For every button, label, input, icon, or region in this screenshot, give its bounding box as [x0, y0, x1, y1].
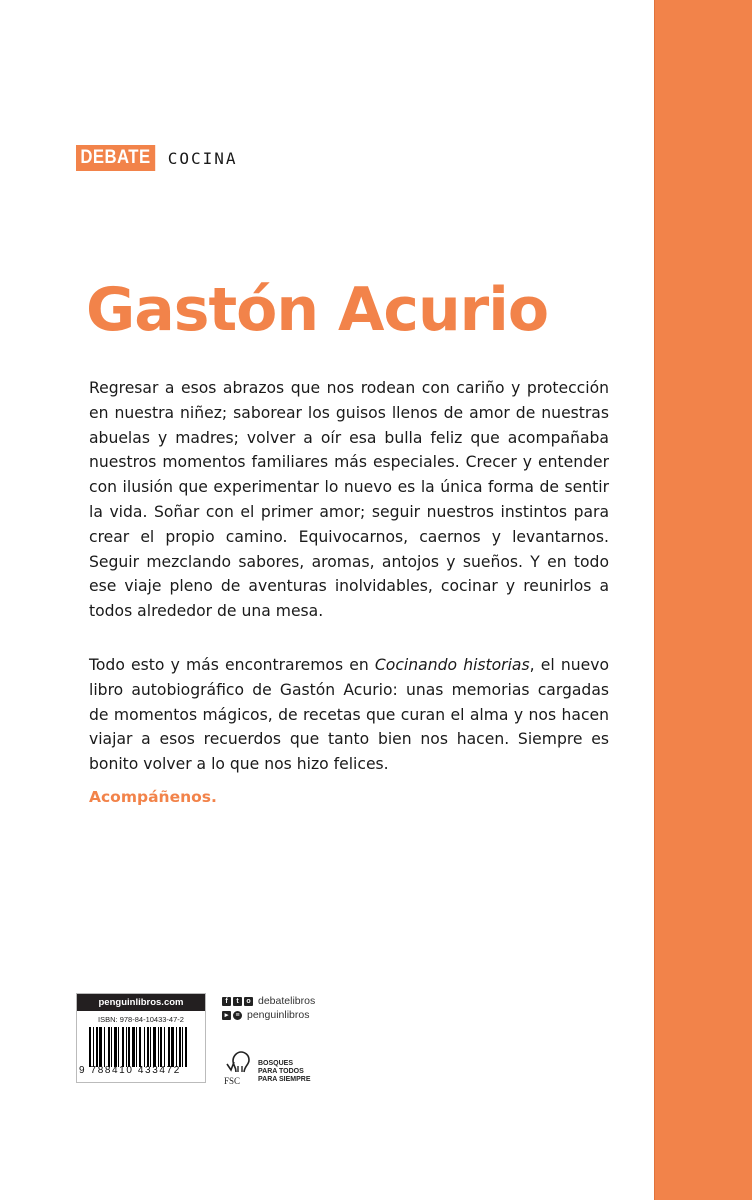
facebook-icon: f	[222, 997, 231, 1006]
fsc-claim-line: PARA TODOS	[258, 1068, 304, 1075]
barcode-bars	[89, 1027, 197, 1067]
book-title: Cocinando historias	[374, 656, 530, 674]
blurb-text: Todo esto y más encontraremos en	[89, 656, 375, 674]
blurb-paragraph-1: Regresar a esos abrazos que nos rodean con cariño y protección en nuestra niñez; saborear los guisos llenos de amor de nuestras abuelas y madres; volver a oír esa bulla feliz que acompañaba nuestros momentos familiares más especiales. Crecer y entender con ilusión que experimentar lo nuevo es la única forma de sentir la vida. Soñar con el primer amor; seguir nuestros instintos para crear el propio camino. Equivocarnos, caernos y levantarnos. Seguir mezclando sabores, aromas, antojos y sueños. Y en todo ese viaje pleno de aventuras inolvidables, cocinar y reunirlos a todos alrededor de una mesa.	[89, 379, 609, 621]
website-label: penguinlibros.com	[77, 994, 205, 1011]
blurb-text: , el nuevo libro autobiográfico de Gastón Acurio: unas memorias cargadas de momentos mágicos, de recetas que curan el alma y nos hacen viajar a esos recuerdos que tanto bien nos hacen. Siempre es bonito volver a lo que nos hizo felices.	[89, 656, 609, 774]
fsc-claim-line: PARA SIEMPRE	[258, 1076, 311, 1083]
instagram-icon: o	[244, 997, 253, 1006]
debate-brand: DEBATE	[76, 145, 155, 171]
orange-spine-band	[654, 0, 752, 1200]
social-links	[222, 994, 315, 1022]
collection-name: COCINA	[167, 148, 238, 168]
isbn-label: ISBN: 978-84-10433-47-2	[98, 1015, 184, 1024]
blurb-paragraph-2	[89, 653, 609, 777]
barcode-digits: 9 788410 433472	[79, 1065, 181, 1076]
spotify-icon: ≡	[233, 1011, 242, 1020]
fsc-claim-line: BOSQUES	[258, 1060, 294, 1067]
youtube-icon: ▸	[222, 1011, 231, 1020]
social-row-debate	[222, 994, 315, 1008]
social-handle-debate: debatelibros	[258, 995, 316, 1007]
social-handle-penguin: penguinlibros	[247, 1009, 310, 1021]
fsc-logo	[224, 1050, 311, 1086]
imprint-logo	[76, 145, 238, 171]
fsc-tree-icon	[224, 1050, 254, 1086]
fsc-claim	[258, 1060, 311, 1084]
barcode-box	[76, 993, 206, 1083]
fsc-label: FSC	[224, 1076, 241, 1086]
author-name: Gastón Acurio	[86, 275, 549, 345]
twitter-icon: t	[233, 997, 242, 1006]
closing-line: Acompáñenos.	[89, 788, 217, 806]
social-row-penguin	[222, 1008, 315, 1022]
